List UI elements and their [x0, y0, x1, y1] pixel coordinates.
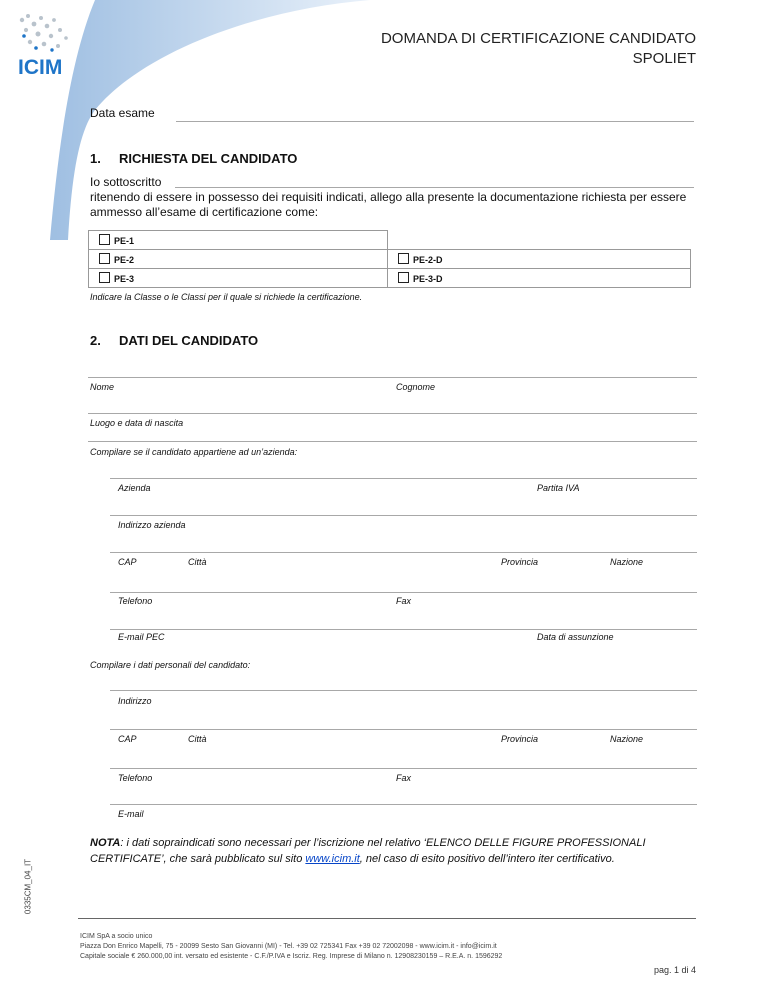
note-bold: NOTA [90, 837, 121, 849]
section2-title: DATI DEL CANDIDATO [119, 333, 259, 348]
undersigned-field[interactable] [175, 187, 694, 188]
section1-line3: ammesso all’esame di certificazione come: [90, 205, 319, 219]
class-note: Indicare la Classe o le Classi per il quale si richiede la certificazione. [90, 292, 363, 302]
option-pe3[interactable]: PE-3 [89, 269, 388, 288]
class-choice-table [88, 230, 691, 288]
rule [110, 804, 697, 805]
province-label: Provincia [501, 734, 539, 744]
company-city-label: Città [188, 557, 207, 567]
rule [88, 377, 697, 378]
company-intro: Compilare se il candidato appartiene ad un’azienda: [90, 447, 298, 457]
company-cap-label: CAP [118, 557, 137, 567]
exam-date-label: Data esame [90, 106, 155, 120]
logo-dots-icon [14, 10, 74, 60]
option-pe2d[interactable]: PE-2-D [388, 250, 691, 269]
company-address-label: Indirizzo azienda [118, 520, 186, 530]
exam-date-field[interactable] [176, 121, 694, 122]
rule [110, 552, 697, 553]
title-line-1: DOMANDA DI CERTIFICAZIONE CANDIDATO [380, 30, 696, 47]
cap-label: CAP [118, 734, 137, 744]
option-pe2[interactable]: PE-2 [89, 250, 388, 269]
title-line-2: SPOLIET [632, 50, 696, 67]
option-pe3d[interactable]: PE-3-D [388, 269, 691, 288]
logo-text: ICIM [18, 56, 63, 79]
company-country-label: Nazione [610, 557, 644, 567]
rule [110, 515, 697, 516]
checkbox-icon[interactable] [99, 253, 110, 264]
hire-date-label: Data di assunzione [537, 632, 614, 642]
checkbox-icon[interactable] [99, 272, 110, 283]
checkbox-icon[interactable] [398, 272, 409, 283]
rule [110, 768, 697, 769]
section1-number: 1. [90, 151, 101, 166]
footer-rule [78, 918, 696, 919]
email-pec-label: E-mail PEC [118, 632, 165, 642]
rule [110, 729, 697, 730]
empty-cell [388, 231, 691, 250]
partita-iva-label: Partita IVA [537, 483, 580, 493]
rule [110, 629, 697, 630]
document-title [381, 29, 696, 69]
document-code: 0335CM_04_IT [23, 858, 33, 915]
section1-line2: ritenendo di essere in possesso dei requisiti indicati, allego alla presente la documentazione richiesta per essere [90, 190, 687, 204]
checkbox-icon[interactable] [99, 234, 110, 245]
section1-line1: Io sottoscritto [90, 175, 162, 189]
section1-title: RICHIESTA DEL CANDIDATO [119, 151, 298, 166]
rule [110, 478, 697, 479]
footer-line-1: ICIM SpA a socio unico [80, 933, 153, 940]
privacy-note [90, 835, 696, 867]
page-number: pag. 1 di 4 [653, 965, 696, 975]
company-fax-label: Fax [396, 596, 412, 606]
option-pe1[interactable]: PE-1 [89, 231, 388, 250]
note-text-3: , nel caso di esito positivo dell’intero iter certificativo. [359, 853, 615, 865]
rule [88, 413, 697, 414]
azienda-label: Azienda [118, 483, 151, 493]
personal-intro: Compilare i dati personali del candidato: [90, 660, 251, 670]
city-label: Città [188, 734, 207, 744]
rule [110, 592, 697, 593]
note-text-2: CERTIFICATE’, che sarà pubblicato sul sito [90, 853, 306, 865]
company-province-label: Provincia [501, 557, 539, 567]
website-link[interactable]: www.icim.it [305, 853, 360, 865]
fax-label: Fax [396, 773, 412, 783]
email-label: E-mail [118, 809, 144, 819]
footer-line-2: Piazza Don Enrico Mapelli, 75 - 20099 Sesto San Giovanni (MI) - Tel. +39 02 725341 Fax +39 02 72002098 - www.icim.it - info@icim.it [80, 943, 497, 950]
country-label: Nazione [610, 734, 644, 744]
footer-info [80, 932, 502, 962]
phone-label: Telefono [118, 773, 153, 783]
note-text-1: : i dati sopraindicati sono necessari per l’iscrizione nel relativo ‘ELENCO DELLE FIGURE PROFESSIONALI [120, 837, 646, 849]
rule [88, 441, 697, 442]
birth-label: Luogo e data di nascita [90, 418, 184, 428]
section2-number: 2. [90, 333, 101, 348]
checkbox-icon[interactable] [398, 253, 409, 264]
address-label: Indirizzo [118, 696, 152, 706]
company-phone-label: Telefono [118, 596, 153, 606]
nome-label: Nome [90, 382, 115, 392]
cognome-label: Cognome [396, 382, 436, 392]
rule [110, 690, 697, 691]
icim-logo [14, 10, 74, 82]
footer-line-3: Capitale sociale € 260.000,00 int. versato ed esistente - C.F./P.IVA e Iscriz. Reg. Imprese di Milano n. 12908230159 – R.E.A. n. 1596292 [80, 953, 503, 960]
